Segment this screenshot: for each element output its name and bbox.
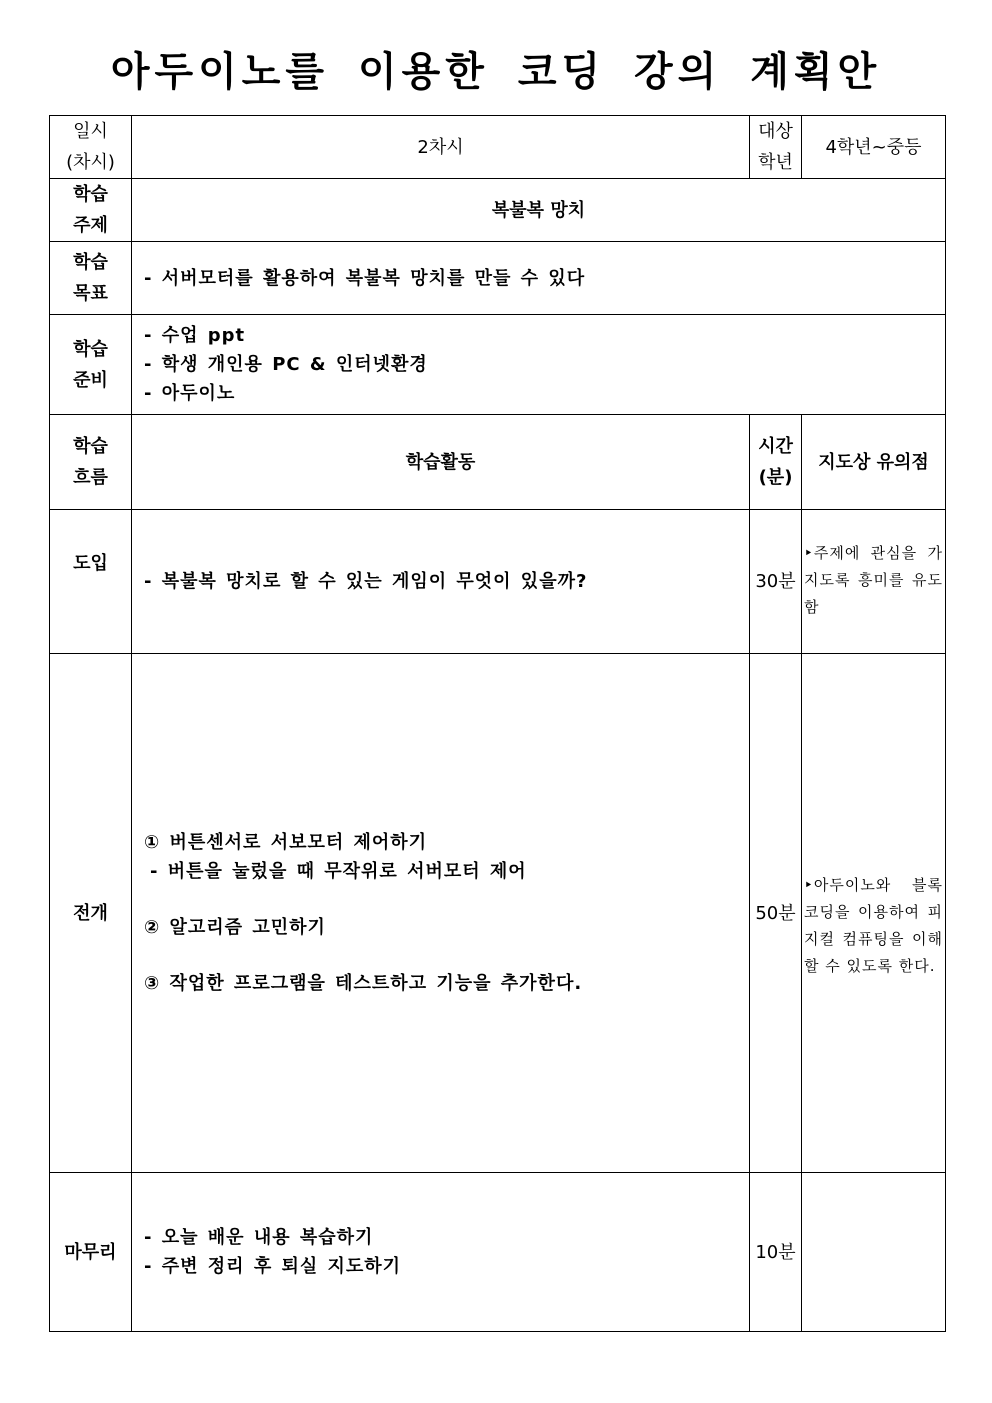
goal-label-line2: 목표: [73, 283, 108, 304]
time-header-cell: [750, 415, 802, 510]
intro-row: [50, 510, 946, 654]
intro-activity: - 복불복 망치로 할 수 있는 게임이 무엇이 있을까?: [144, 571, 588, 592]
flow-label-line1: 학습: [73, 436, 108, 457]
flow-header-row: [50, 415, 946, 510]
develop-step-2: ② 알고리즘 고민하기: [144, 917, 326, 938]
goal-label-cell: [50, 242, 132, 315]
prep-cell: [132, 315, 946, 415]
prep-label-line2: 준비: [73, 369, 108, 391]
prep-row: [50, 315, 946, 415]
notes-header: 지도상 유의점: [802, 415, 946, 510]
session-label-line1: 일시: [73, 121, 108, 142]
wrap-item: - 오늘 배운 내용 복습하기: [144, 1227, 374, 1248]
wrap-note: [802, 1173, 946, 1332]
page-title: 아두이노를 이용한 코딩 강의 계획안: [110, 49, 882, 95]
develop-label: 전개: [50, 654, 132, 1173]
intro-activity-cell: [132, 510, 750, 654]
intro-label: 도입: [50, 510, 132, 654]
target-label-line1: 대상: [758, 121, 793, 142]
target-label-line2: 학년: [758, 152, 793, 173]
prep-item: - 수업 ppt: [144, 325, 246, 346]
develop-step-3: ③ 작업한 프로그램을 테스트하고 기능을 추가한다.: [144, 973, 583, 994]
topic-label-cell: [50, 179, 132, 242]
wrap-item: - 주변 정리 후 퇴실 지도하기: [144, 1256, 402, 1277]
topic-row: [50, 179, 946, 242]
session-label-cell: [50, 116, 132, 179]
intro-time: 30분: [750, 510, 802, 654]
prep-label-cell: [50, 315, 132, 415]
time-header-line1: 시간: [758, 436, 793, 457]
wrap-time: 10분: [750, 1173, 802, 1332]
topic-label-line1: 학습: [73, 184, 108, 205]
prep-item: - 아두이노: [144, 383, 236, 404]
develop-time: 50분: [750, 654, 802, 1173]
develop-activity-cell: [132, 654, 750, 1173]
activity-header: 학습활동: [132, 415, 750, 510]
target-label-cell: [750, 116, 802, 179]
topic-value: 복불복 망치: [132, 179, 946, 242]
flow-label-line2: 흐름: [73, 467, 108, 488]
flow-label-cell: [50, 415, 132, 510]
topic-label-line2: 주제: [73, 215, 108, 236]
intro-note: ‣주제에 관심을 가지도록 흥미를 유도함: [802, 510, 946, 654]
session-row: [50, 116, 946, 179]
goal-row: [50, 242, 946, 315]
target-value: 4학년~중등: [802, 116, 946, 179]
prep-item: - 학생 개인용 PC & 인터넷환경: [144, 354, 428, 375]
wrap-activity-cell: [132, 1173, 750, 1332]
develop-step-1-sub: - 버튼을 눌렀을 때 무작위로 서버모터 제어: [150, 861, 527, 882]
prep-label-line1: 학습: [73, 338, 108, 360]
develop-row: [50, 654, 946, 1173]
session-value: 2차시: [132, 116, 750, 179]
goal-cell: [132, 242, 946, 315]
goal-label-line1: 학습: [73, 252, 108, 273]
wrap-row: [50, 1173, 946, 1332]
wrap-label: 마무리: [50, 1173, 132, 1332]
lesson-plan-table: [49, 115, 946, 1332]
goal-value: - 서버모터를 활용하여 복불복 망치를 만들 수 있다: [144, 267, 586, 289]
session-label-line2: (차시): [66, 152, 115, 173]
time-header-line2: (분): [758, 467, 793, 488]
develop-step-1: ① 버튼센서로 서보모터 제어하기: [144, 832, 428, 853]
develop-note: ‣아두이노와 블록코딩을 이용하여 피지컬 컴퓨팅을 이해할 수 있도록 한다.: [802, 654, 946, 1173]
